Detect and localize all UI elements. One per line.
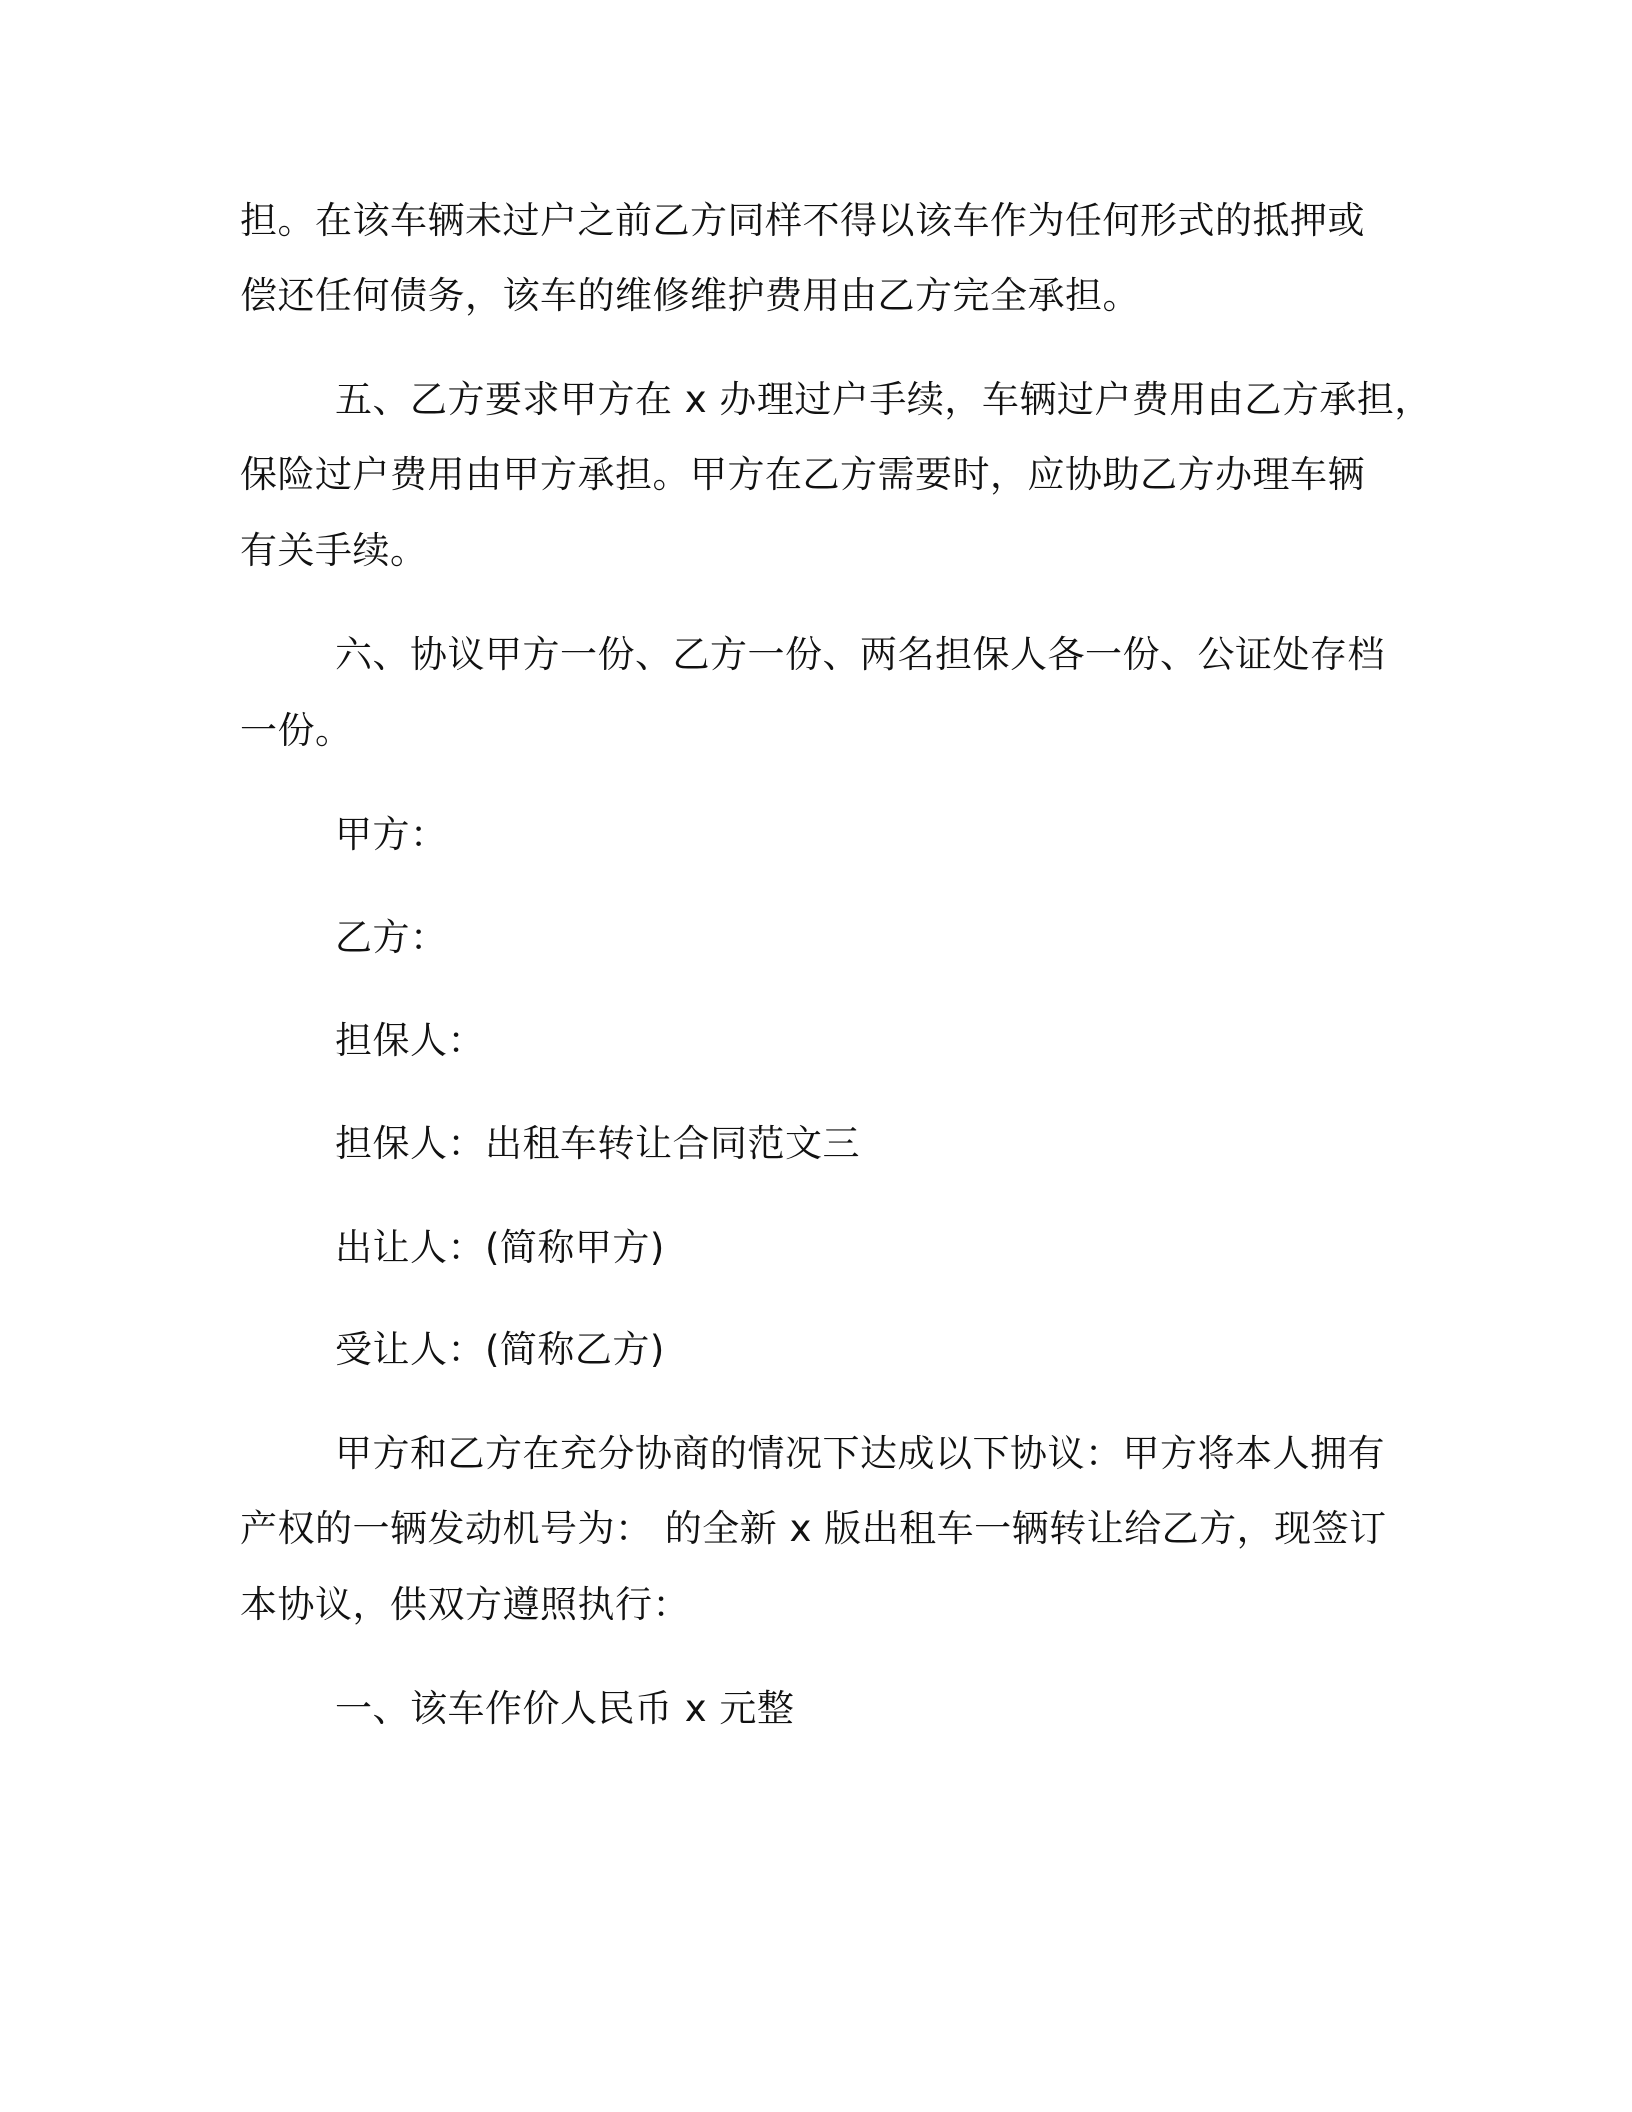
agreement-intro-line-3: 本协议，供双方遵照执行： [240, 1583, 690, 1626]
clause-5-line-3: 有关手续。 [240, 529, 428, 572]
party-a-signature-label: 甲方： [335, 813, 448, 856]
clause-1-price: 一、该车作价人民币 x 元整 [335, 1687, 795, 1730]
transferee-label: 受让人：(简称乙方) [335, 1328, 665, 1371]
party-b-signature-label: 乙方： [335, 916, 448, 959]
guarantor-2-and-section-title: 担保人：出租车转让合同范文三 [335, 1122, 860, 1165]
agreement-intro-line-2: 产权的一辆发动机号为： 的全新 x 版出租车一辆转让给乙方，现签订 [240, 1507, 1387, 1550]
agreement-intro-line-1: 甲方和乙方在充分协商的情况下达成以下协议：甲方将本人拥有 [335, 1432, 1385, 1475]
clause-5-line-2: 保险过户费用由甲方承担。甲方在乙方需要时，应协助乙方办理车辆 [240, 453, 1365, 496]
guarantor-1-signature-label: 担保人： [335, 1019, 485, 1062]
transferor-label: 出让人：(简称甲方) [335, 1226, 665, 1269]
clause-6-line-1: 六、协议甲方一份、乙方一份、两名担保人各一份、公证处存档 [335, 633, 1385, 676]
paragraph-4-line-2: 偿还任何债务，该车的维修维护费用由乙方完全承担。 [240, 274, 1140, 317]
clause-5-line-1: 五、乙方要求甲方在 x 办理过户手续，车辆过户费用由乙方承担， [335, 378, 1432, 421]
clause-6-line-2: 一份。 [240, 709, 353, 752]
paragraph-4-line-1: 担。在该车辆未过户之前乙方同样不得以该车作为任何形式的抵押或 [240, 199, 1365, 242]
